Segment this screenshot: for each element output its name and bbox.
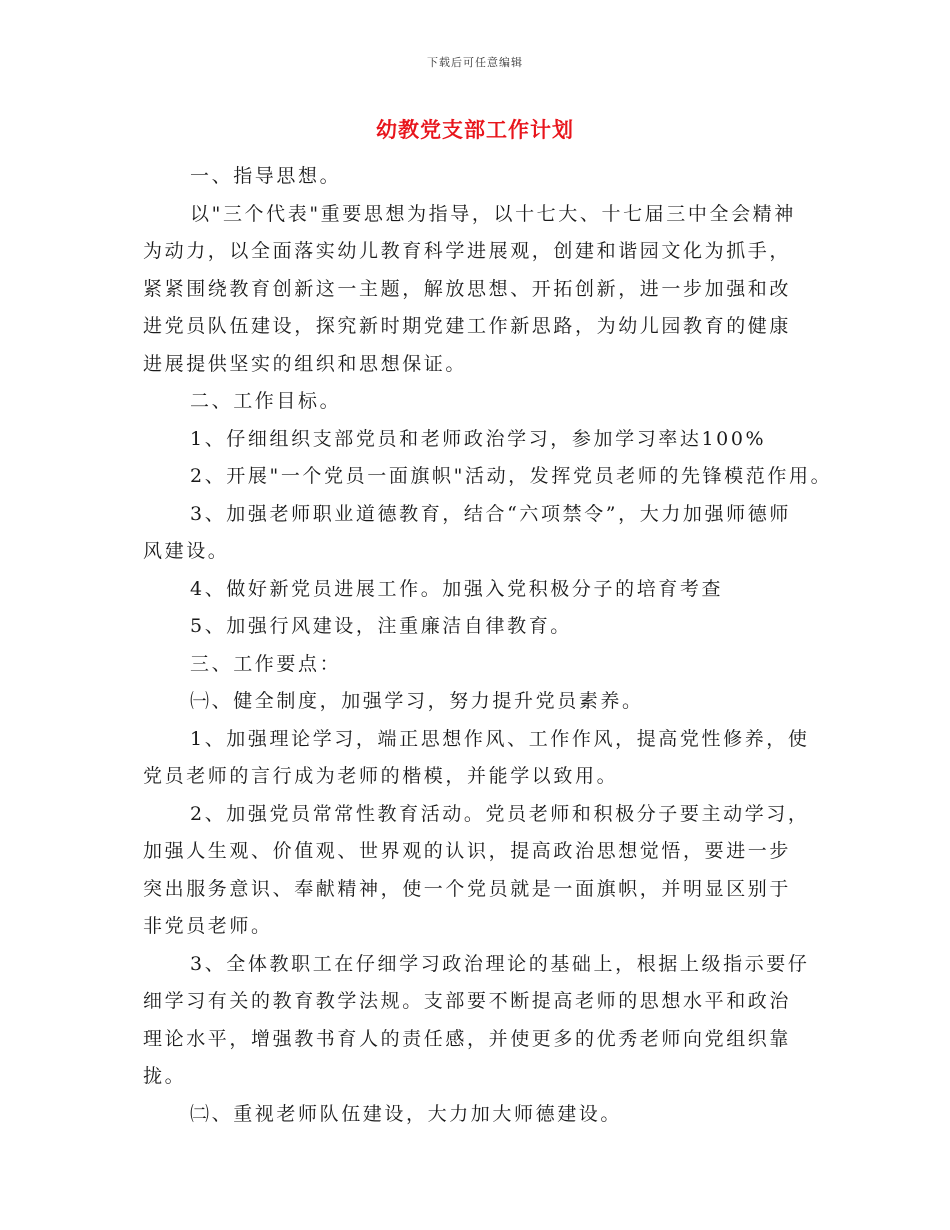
section-heading-work-points: 三、工作要点： [190, 652, 342, 675]
list-item: 2、加强党员常常性教育活动。党员老师和积极分子要主动学习， [190, 802, 810, 825]
paragraph-line: 突出服务意识、奉献精神，使一个党员就是一面旗帜，并明显区别于 [143, 877, 792, 900]
section-heading-guiding-thought: 一、指导思想。 [190, 165, 342, 187]
paragraph-line: 为动力，以全面落实幼儿教育科学进展观，创建和谐园文化为抓手， [143, 240, 792, 262]
paragraph-line: 非党员老师。 [143, 915, 273, 937]
document-title: 幼教党支部工作计划 [376, 117, 574, 142]
subsection-heading: ㈠、健全制度，加强学习，努力提升党员素养。 [190, 690, 644, 712]
paragraph-line: 进展提供坚实的组织和思想保证。 [143, 352, 468, 375]
paragraph-line: 加强人生观、价值观、世界观的认识，提高政治思想觉悟，要进一步 [143, 840, 792, 862]
list-item: 1、加强理论学习，端正思想作风、工作作风，提高党性修养，使 [190, 727, 810, 750]
subsection-heading: ㈡、重视老师队伍建设，大力加大师德建设。 [190, 1102, 623, 1125]
paragraph-line: 以"三个代表"重要思想为指导，以十七大、十七届三中全会精神 [190, 202, 796, 225]
list-item: 4、做好新党员进展工作。加强入党积极分子的培育考查 [190, 577, 724, 600]
paragraph-line: 风建设。 [143, 540, 230, 562]
paragraph-line: 进党员队伍建设，探究新时期党建工作新思路，为幼儿园教育的健康 [143, 315, 792, 337]
list-item: 2、开展"一个党员一面旗帜"活动，发挥党员老师的先锋模范作用。 [190, 465, 833, 487]
list-item: 5、加强行风建设，注重廉洁自律教育。 [190, 615, 572, 637]
list-item: 3、全体教职工在仔细学习政治理论的基础上，根据上级指示要仔 [190, 952, 810, 975]
paragraph-line: 细学习有关的教育教学法规。支部要不断提高老师的思想水平和政治 [143, 990, 792, 1012]
header-note: 下载后可任意编辑 [427, 56, 523, 69]
paragraph-line: 拢。 [143, 1065, 187, 1087]
document-body [143, 158, 833, 1133]
paragraph-line: 理论水平，增强教书育人的责任感，并使更多的优秀老师向党组织靠 [143, 1027, 792, 1050]
section-heading-work-goals: 二、工作目标。 [190, 390, 342, 412]
list-item: 3、加强老师职业道德教育，结合“六项禁令”，大力加强师德师 [190, 502, 791, 525]
list-item: 1、仔细组织支部党员和老师政治学习，参加学习率达100% [190, 427, 767, 450]
paragraph-line: 党员老师的言行成为老师的楷模，并能学以致用。 [143, 765, 619, 787]
paragraph-line: 紧紧围绕教育创新这一主题，解放思想、开拓创新，进一步加强和改 [143, 277, 792, 300]
